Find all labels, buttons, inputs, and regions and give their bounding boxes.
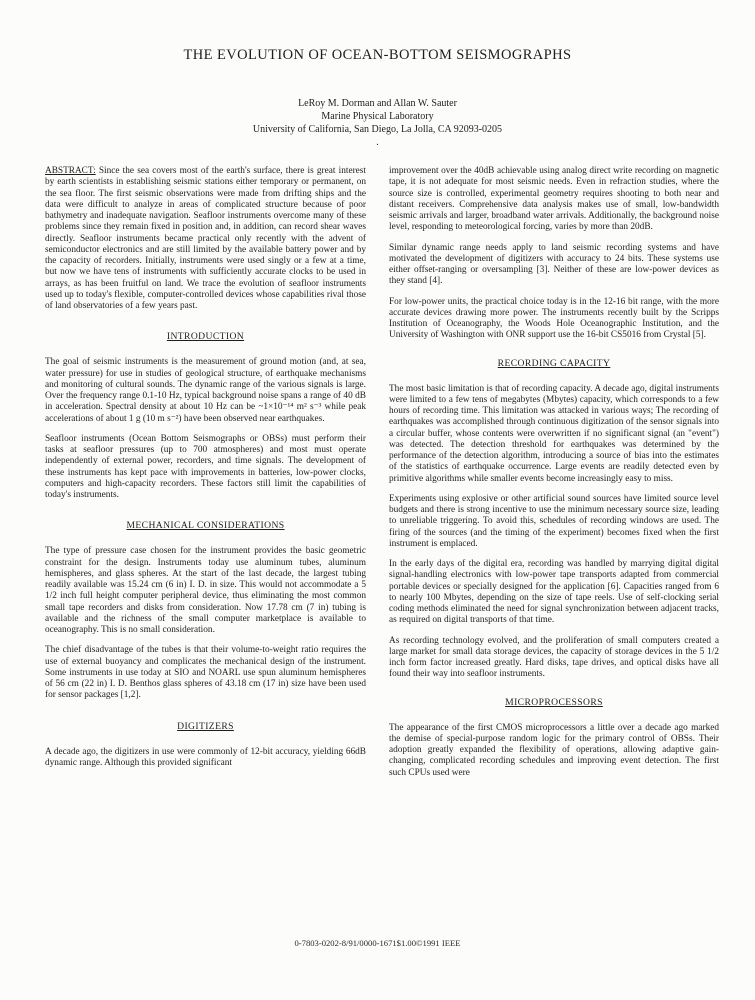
section-heading-mechanical-considerations: MECHANICAL CONSIDERATIONS (126, 520, 285, 532)
paper-title: THE EVOLUTION OF OCEAN-BOTTOM SEISMOGRAPHS (183, 47, 572, 63)
low-power-units-paragraph: For low-power units, the practical choice today is in the 12-16 bit range, with the more accurate devices drawing more power. The instruments recently built by the Scripps Institution of Oceanography, the Woods Hole Oceanographic Institution, and the University of Washington with ONR support use the 16-bit CS5016 from Crystal [5]. (389, 296, 719, 341)
affiliation-line-2: University of California, San Diego, La Jolla, CA 92093-0205 (252, 124, 503, 135)
digitizers-continued-paragraph: improvement over the 40dB achievable using analog direct write recording on magnetic tape, it is not adequate for most seismic needs. Even in refraction studies, where the source size is controlled, experimental geometry requires shooting to both near and distant receivers. Comprehensive data analysis makes use of small, low-bandwidth seismic arrivals and larger, broadband water arrivals. Additionally, the background noise level, responding to meteorological forcing, varies by more than 20dB. (389, 166, 719, 233)
abstract-label: ABSTRACT: (45, 166, 96, 176)
mechanical-paragraph-1: The type of pressure case chosen for the instrument provides the basic geometric constraint for the design. Instruments today use aluminum tubes, aluminum hemispheres, and glass spheres. At the start of the last decade, the largest tubing readily available was 15.24 cm (6 in) I. D. in size. This would not accommodate a 5 1/2 inch full height computer peripheral device, thus eliminating the most common small tape recorders and disks from consideration. Now 17.78 cm (7 in) tubing is available and the richness of the small computer marketplace is available to oceanography. This is no small consideration. (45, 546, 366, 635)
digitizers-paragraph-1: A decade ago, the digitizers in use were commonly of 12-bit accuracy, yielding 66dB dynamic range. Although this provided significant (45, 746, 366, 768)
right-column (389, 166, 719, 788)
authors-line: LeRoy M. Dorman and Allan W. Sauter (298, 98, 457, 109)
microprocessors-paragraph-1: The appearance of the first CMOS microprocessors a little over a decade ago marked the demise of special-purpose random logic for the primary control of OBSs. Their adoption greatly expanded the flexibility of operations, allowing adaptive gain-changing, complicated recording schedules and improving event detection. The first such CPUs used were (389, 722, 719, 778)
abstract-paragraph (45, 166, 366, 312)
copyright-footer: 0-7803-0202-8/91/0000-1671$1.00©1991 IEEE (294, 938, 461, 948)
section-heading-introduction: INTRODUCTION (166, 331, 245, 343)
author-block (0, 97, 755, 136)
left-column (45, 166, 366, 778)
introduction-paragraph-2: Seafloor instruments (Ocean Bottom Seismographs or OBSs) must perform their tasks at seafloor pressures (up to 700 atmospheres) and most must operate independently of external power, recorders, and time signals. The development of these instruments has kept pace with improvements in batteries, low-power clocks, computers and high-capacity recorders. These factors still limit the capabilities of today's instruments. (45, 433, 366, 500)
stray-mark: . (376, 137, 379, 148)
recording-paragraph-4: As recording technology evolved, and the proliferation of small computers created a large market for small data storage devices, the capacity of storage devices in the 5 1/2 inch form factor increased greatly. Hard disks, tape drives, and optical disks have all found their way into seafloor instruments. (389, 635, 719, 680)
recording-paragraph-2: Experiments using explosive or other artificial sound sources have limited source level budgets and there is strong incentive to use the minimum necessary source size, leading to unreliable triggering. To avoid this, schedules of recording windows are used. The firing of the sources (and the timing of the experiment) becomes fixed when the first instrument is emplaced. (389, 493, 719, 549)
recording-paragraph-1: The most basic limitation is that of recording capacity. A decade ago, digital instruments were limited to a few tens of megabytes (Mbytes) capacity, which corresponds to a few hours of recording time. This limitation was attacked in various ways; The recording of earthquakes was accomplished through continuous digitization of the sensor signals into a circular buffer, whose contents were overwritten if no significant signal (an "event") was detected. The detection threshold for earthquakes was determined by the performance of the detection algorithm, introducing a source of bias into the estimates of the statistics of earthquake occurrence. Large events are readily detected even by primitive algorithms while smaller events become increasingly easy to miss. (389, 383, 719, 484)
dynamic-range-paragraph: Similar dynamic range needs apply to land seismic recording systems and have motivated the development of digitizers with accuracy to 24 bits. These systems use either offset-ranging or oversampling [3]. Neither of these are low-power devices as they stand [4]. (389, 242, 719, 287)
abstract-text: Since the sea covers most of the earth's surface, there is great interest by earth scientists in establishing seismic stations either temporary or permanent, on the sea floor. The first seismic observations were made from drifting ships and the data were difficult to analyze in areas of complicated structure because of poor bathymetry and inadequate navigation. Seafloor instruments overcome many of these problems since they remain fixed in position and, in addition, can record shear waves directly. Seafloor instruments became practical only recently with the advent of semiconductor electronics and are still limited by the available battery power and by the capacity of recorders. Initially, instruments were used singly or a few at a time, but now we have tens of instruments with sufficiently accurate clocks to be used in arrays, as has been fruitful on land. We trace the evolution of seafloor instruments used up to today's flexible, computer-controlled devices whose capabilities rival those of land observatories of a few years past. (45, 166, 366, 311)
section-heading-recording-capacity: RECORDING CAPACITY (497, 357, 611, 369)
section-heading-digitizers: DIGITIZERS (177, 720, 234, 732)
two-column-body (45, 166, 719, 788)
affiliation-line-1: Marine Physical Laboratory (321, 111, 434, 122)
mechanical-paragraph-2: The chief disadvantage of the tubes is that their volume-to-weight ratio requires the use of external buoyancy and complicates the mechanical design of the instrument. Some instruments in use today at SIO and NOARL use spun aluminum hemispheres of 56 cm (22 in) I. D. Benthos glass spheres of 43.18 cm (17 in) size have been used for sensor packages [1,2]. (45, 645, 366, 701)
introduction-paragraph-1: The goal of seismic instruments is the measurement of ground motion (and, at sea, water pressure) for use in studies of geological structure, of earthquake mechanisms and monitoring of cultural sounds. The dynamic range of the various signals is large. Over the frequency range 0.1-10 Hz, typical background noise spans a range of 40 dB in acceleration. Spectral density at about 10 Hz can be ~1×10⁻¹⁴ m² s⁻³ while peak accelerations of about 1 g (10 m s⁻²) have been observed near earthquakes. (45, 357, 366, 424)
section-heading-microprocessors: MICROPROCESSORS (505, 696, 603, 708)
recording-paragraph-3: In the early days of the digital era, recording was handled by marrying digital digital signal-handling electronics with low-power tape transports adapted from commercial portable devices or specially designed for the application [6]. Capacities ranged from 6 to nearly 100 Mbytes, depending on the size of tape reels. Use of self-clocking serial coding methods eliminated the need for signal synchronization between adjacent tracks, as required on digital transports of that time. (389, 559, 719, 626)
